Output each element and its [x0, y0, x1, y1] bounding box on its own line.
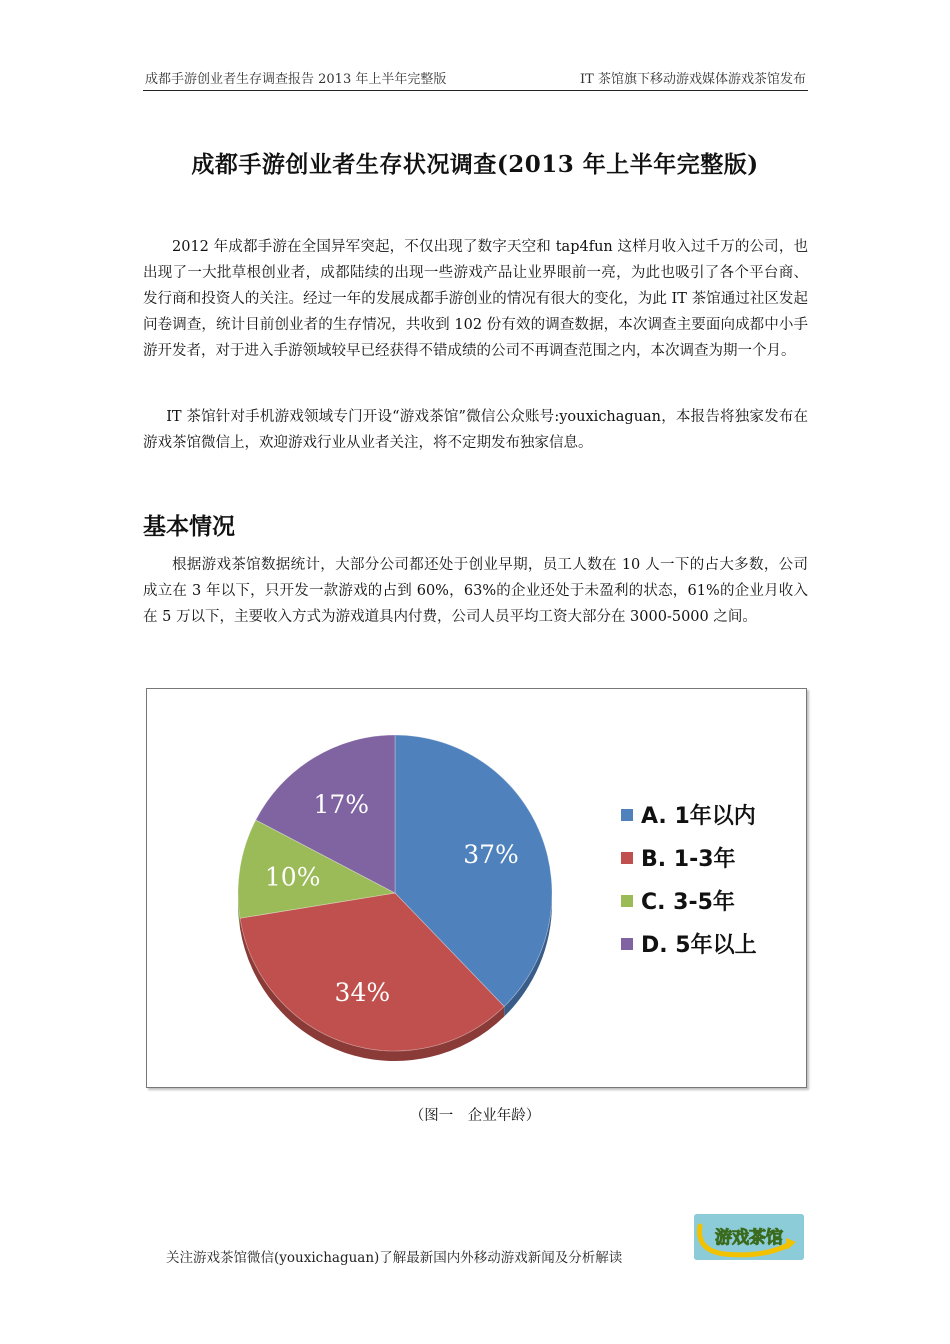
legend-label-4: D. 5年以上 [641, 933, 757, 958]
figure-caption: （图一 企业年龄） [409, 1108, 541, 1124]
header-right-text: IT 茶馆旗下移动游戏媒体游戏茶馆发布 [580, 72, 806, 87]
pie-data-label-3: 10% [264, 862, 321, 892]
pie-data-label-2: 34% [334, 977, 391, 1007]
pie-chart [147, 689, 808, 1089]
legend-label-3: C. 3-5年 [641, 890, 735, 915]
logo-graphic [694, 1214, 804, 1260]
intro-paragraph-2: IT 茶馆针对手机游戏领域专门开设“游戏茶馆”微信公众账号:youxichaguan，本报告将独家发布在游戏茶馆微信上，欢迎游戏行业从业者关注，将不定期发布独家信息。 [143, 409, 808, 451]
legend-label-2: B. 1-3年 [641, 847, 736, 872]
pie-data-label-4: 17% [313, 789, 370, 819]
section-heading: 基本情况 [143, 513, 235, 540]
legend-swatch-3 [621, 895, 633, 907]
footer-text: 关注游戏茶馆微信(youxichaguan)了解最新国内外移动游戏新闻及分析解读 [166, 1250, 623, 1266]
legend-swatch-1 [621, 809, 633, 821]
youxi-chaguan-logo [694, 1214, 804, 1260]
section-paragraph: 根据游戏茶馆数据统计，大部分公司都还处于创业早期，员工人数在 10 人一下的占大多数，公司成立在 3 年以下，只开发一款游戏的占到 60%，63%的企业还处于未盈利的状态，61%的企业月收入在 5 万以下，主要收入方式为游戏道具内付费，公司人员平均工资大部分在 3000-5000 之间。 [143, 557, 808, 625]
legend-swatch-4 [621, 938, 633, 950]
legend-swatch-2 [621, 852, 633, 864]
intro-paragraph-1: 2012 年成都手游在全国异军突起，不仅出现了数字天空和 tap4fun 这样月收入过千万的公司，也出现了一大批草根创业者，成都陆续的出现一些游戏产品让业界眼前一亮，为此也吸引了各个平台商、发行商和投资人的关注。经过一年的发展成都手游创业的情况有很大的变化，为此 IT 茶馆通过社区发起问卷调查，统计目前创业者的生存情况，共收到 102 份有效的调查数据，本次调查主要面向成都中小手游开发者，对于进入手游领域较早已经获得不错成绩的公司不再调查范围之内，本次调查为期一个月。 [143, 239, 808, 359]
logo-text: 游戏茶馆 [715, 1228, 783, 1248]
pie-chart-frame [146, 688, 807, 1088]
page-header [143, 64, 808, 91]
pie-data-label-1: 37% [463, 839, 519, 869]
legend-label-1: A. 1年以内 [641, 804, 756, 829]
document-title: 成都手游创业者生存状况调查(2013 年上半年完整版) [191, 151, 759, 178]
header-left-text: 成都手游创业者生存调查报告 2013 年上半年完整版 [145, 72, 447, 87]
